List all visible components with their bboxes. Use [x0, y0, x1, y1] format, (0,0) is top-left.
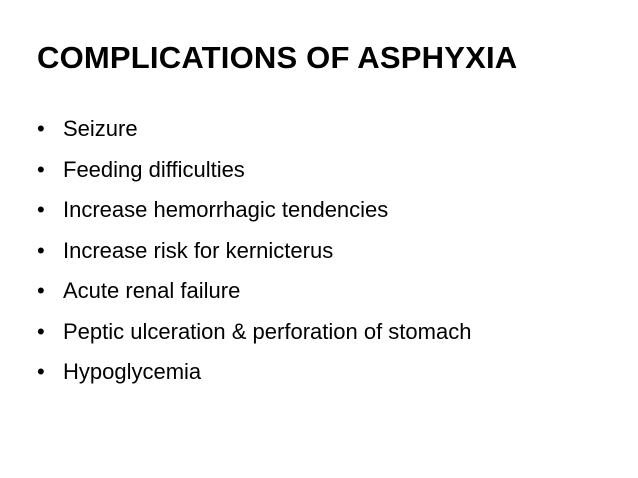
list-item: [37, 197, 471, 238]
list-item-text: Increase hemorrhagic tendencies: [63, 197, 389, 222]
list-item-text: Increase risk for kernicterus: [63, 237, 334, 263]
bullet-list: [37, 116, 471, 400]
list-item-text: Peptic ulceration & perforation of stomach: [63, 318, 472, 344]
list-item: [37, 238, 471, 279]
bullet-dot: •: [37, 278, 45, 303]
bullet-dot: •: [37, 237, 45, 263]
bullet-dot: •: [37, 156, 45, 182]
list-item: [37, 116, 471, 157]
list-item: [37, 157, 471, 198]
list-item-text: Seizure: [63, 116, 138, 141]
slide-title: COMPLICATIONS OF ASPHYXIA: [37, 40, 518, 75]
list-item-text: Feeding difficulties: [63, 156, 245, 182]
bullet-dot: •: [37, 359, 45, 384]
bullet-dot: •: [37, 197, 45, 222]
list-item-text: Hypoglycemia: [63, 359, 202, 384]
list-item: [37, 359, 471, 400]
list-item-text: Acute renal failure: [63, 278, 241, 303]
list-item: [37, 278, 471, 319]
list-item: [37, 319, 471, 360]
bullet-dot: •: [37, 318, 45, 344]
bullet-dot: •: [37, 116, 45, 141]
